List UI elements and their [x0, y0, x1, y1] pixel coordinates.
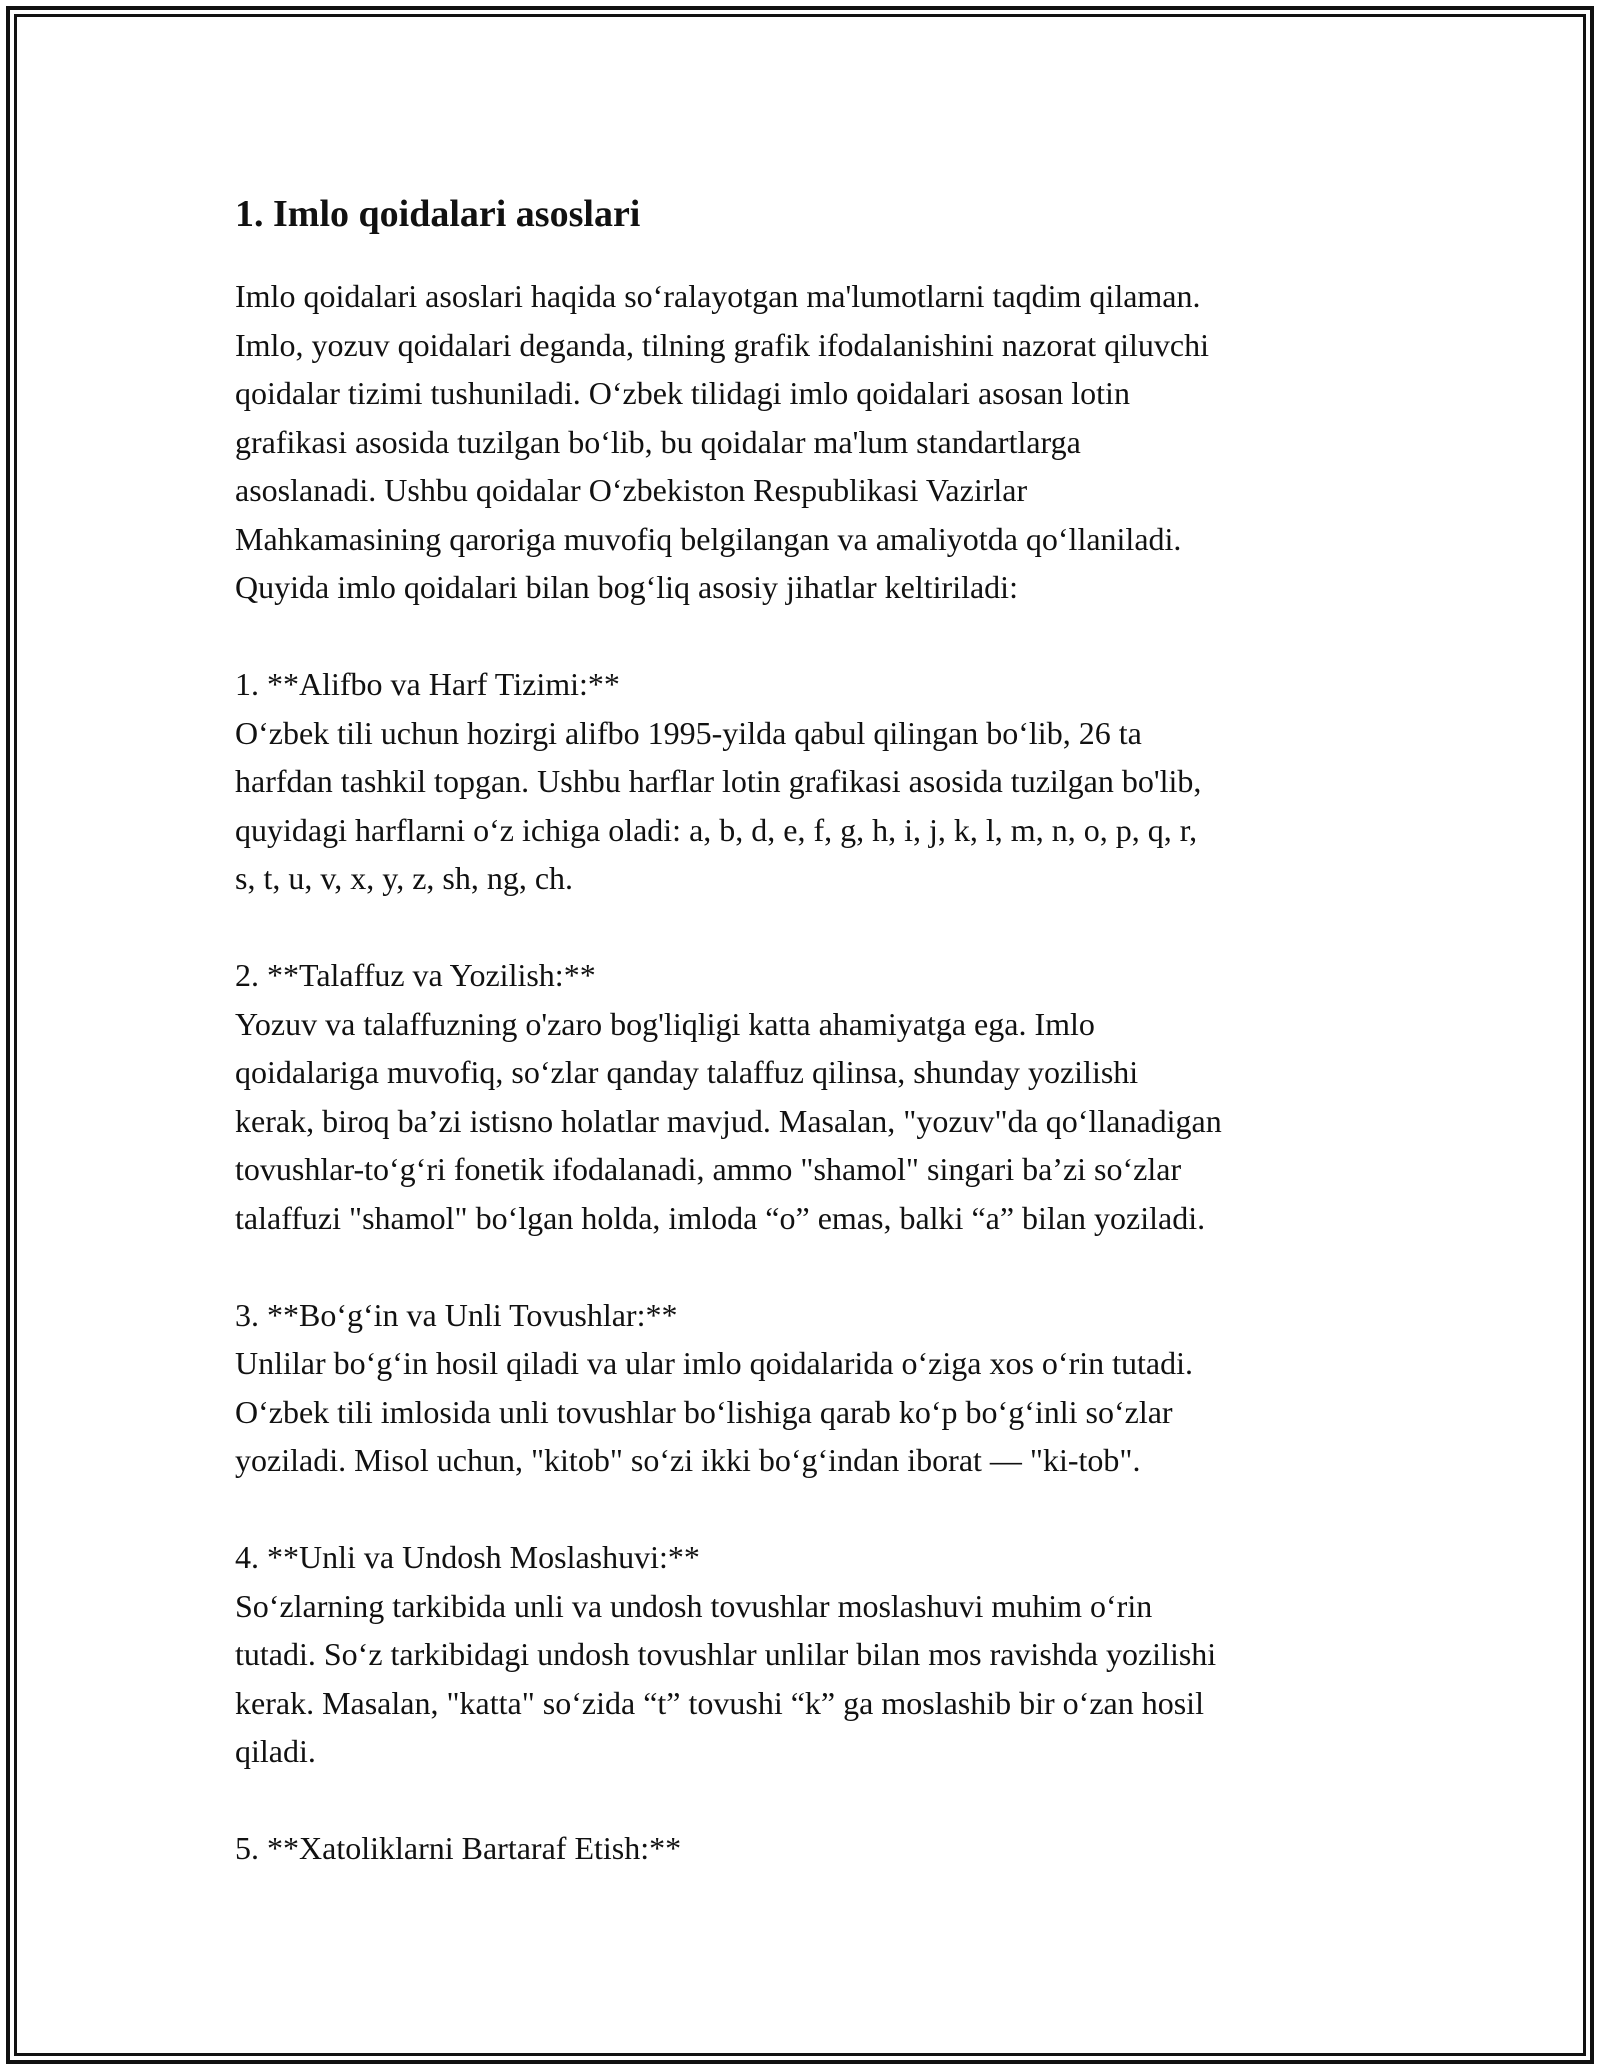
spacer — [235, 1242, 1385, 1291]
document-title: 1. Imlo qoidalari asoslari — [235, 193, 641, 235]
section-heading-3: 3. **Bo‘g‘in va Unli Tovushlar:** — [235, 1296, 678, 1333]
section-body-4: So‘zlarning tarkibida unli va undosh tovushlar moslashuvi muhim o‘rin tutadi. So‘z tarkibidagi undosh tovushlar unlilar bilan mos ravishda yozilishi kerak. Masalan, "katta" so‘zida “t” tovushi “k” ga moslashib bir o‘zan hosil qiladi. — [235, 1587, 1217, 1769]
section-heading-4: 4. **Unli va Undosh Moslashuvi:** — [235, 1539, 700, 1575]
section-body-2: Yozuv va talaffuzning o'zaro bog'liqligi katta ahamiyatga ega. Imlo qoidalariga muvofiq, so‘zlar qanday talaffuz qilinsa, shunday yozilishi kerak, biroq ba’zi istisno holatlar mavjud. Masalan, "yozuv"da qo‘llanadigan tovushlar-to‘g‘ri fonetik ifodalanadi, ammo "shamol" singari ba’zi so‘zlar talaffuzi "shamol" bo‘lgan holda, imloda “o” emas, balki “a” bilan yoziladi. — [235, 1005, 1222, 1236]
spacer — [235, 1776, 1385, 1825]
spacer — [235, 903, 1385, 952]
spacer — [235, 1485, 1385, 1534]
document-page — [235, 186, 1385, 1873]
section-heading-1: 1. **Alifbo va Harf Tizimi:** — [235, 666, 620, 702]
section-body-3: Unlilar bo‘g‘in hosil qiladi va ular imlo qoidalarida o‘ziga xos o‘rin tutadi. O‘zbek tili imlosida unli tovushlar bo‘lishiga qarab ko‘p bo‘g‘inli so‘zlar yoziladi. Misol uchun, "kitob" so‘zi ikki bo‘g‘indan iborat — "ki-tob". — [235, 1345, 1193, 1478]
spacer — [235, 612, 1385, 661]
intro-paragraph: Imlo qoidalari asoslari haqida so‘ralayotgan ma'lumotlarni taqdim qilaman. Imlo, yozuv qoidalari deganda, tilning grafik ifodalanishini nazorat qiluvchi qoidalar tizimi tushuniladi. O‘zbek tilidagi imlo qoidalari asosan lotin grafikasi asosida tuzilgan bo‘lib, bu qoidalar ma'lum standartlarga asoslanadi. Ushbu qoidalar O‘zbekiston Respublikasi Vazirlar Mahkamasining qaroriga muvofiq belgilangan va amaliyotda qo‘llaniladi. Quyida imlo qoidalari bilan bog‘liq asosiy jihatlar keltiriladi: — [235, 278, 1209, 605]
section-body-1: O‘zbek tili uchun hozirgi alifbo 1995-yilda qabul qilingan bo‘lib, 26 ta harfdan tashkil topgan. Ushbu harflar lotin grafikasi asosida tuzilgan bo'lib, quyidagi harflarni o‘z ichiga oladi: a, b, d, e, f, g, h, i, j, k, l, m, n, o, p, q, r, s, t, u, v, x, y, z, sh, ng, ch. — [235, 714, 1202, 896]
section-heading-2: 2. **Talaffuz va Yozilish:** — [235, 957, 596, 993]
section-heading-5: 5. **Xatoliklarni Bartaraf Etish:** — [235, 1830, 682, 1866]
